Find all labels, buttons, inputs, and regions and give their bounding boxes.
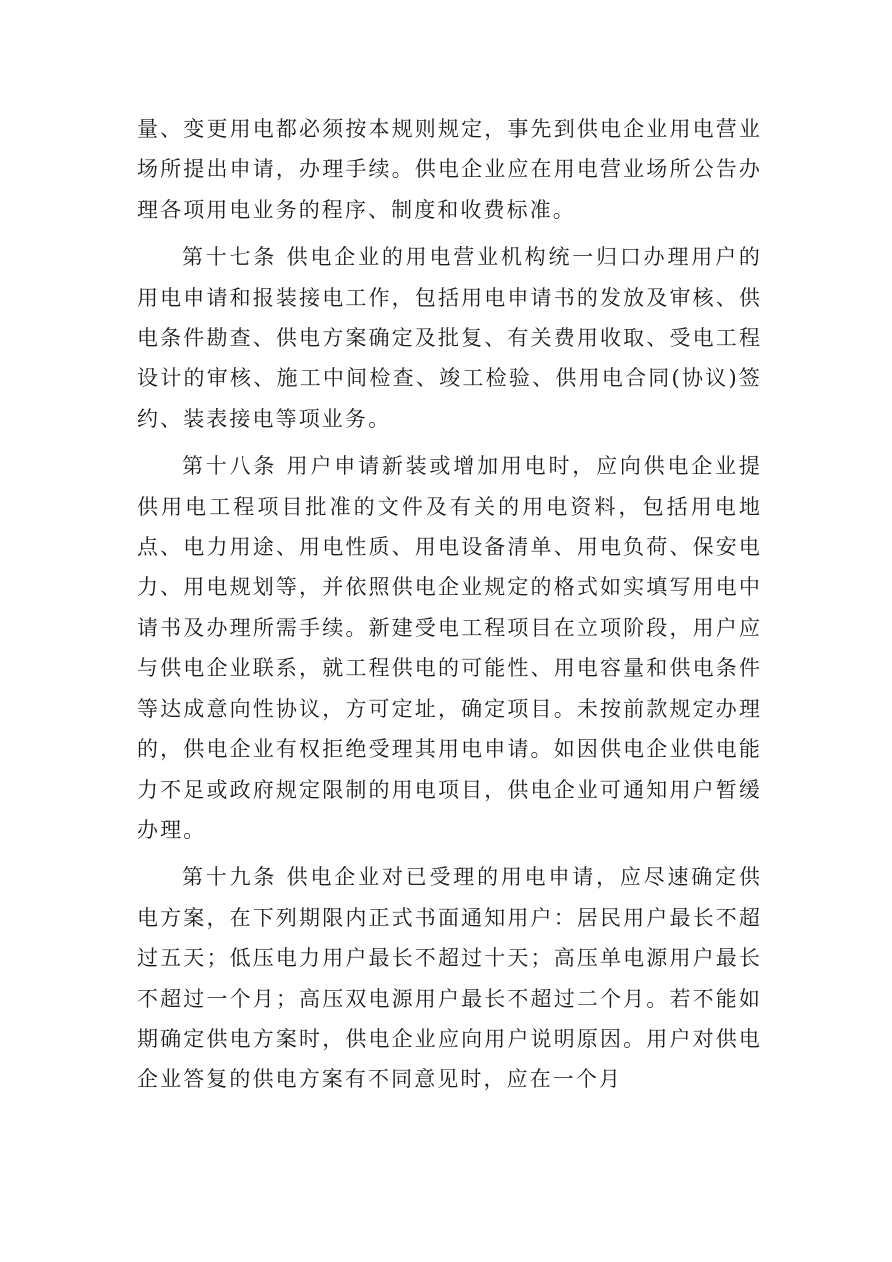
paragraph-article-19: 第十九条 供电企业对已受理的用电申请，应尽速确定供电方案，在下列期限内正式书面通知用户：居民用户最长不超过五天；低压电力用户最长不超过十天；高压单电源用户最长不超过一个月；高压双电源用户最长不超过二个月。若不能如期确定供电方案时，供电企业应向用户说明原因。用户对供电企业答复的供电方案有不同意见时，应在一个月 xyxy=(137,865,762,1092)
document-page xyxy=(137,109,762,1100)
paragraph-continuation: 量、变更用电都必须按本规则规定，事先到供电企业用电营业场所提出申请，办理手续。供电企业应在用电营业场所公告办理各项用电业务的程序、制度和收费标准。 xyxy=(137,117,762,222)
paragraph-article-17: 第十七条 供电企业的用电营业机构统一归口办理用户的用电申请和报装接电工作，包括用电申请书的发放及审核、供电条件勘查、供电方案确定及批复、有关费用收取、受电工程设计的审核、施工中间检查、竣工检验、供用电合同(协议)签约、装表接电等项业务。 xyxy=(137,245,762,431)
paragraph-article-18: 第十八条 用户申请新装或增加用电时，应向供电企业提供用电工程项目批准的文件及有关的用电资料，包括用电地点、电力用途、用电性质、用电设备清单、用电负荷、保安电力、用电规划等，并依照供电企业规定的格式如实填写用电中请书及办理所需手续。新建受电工程项目在立项阶段，用户应与供电企业联系，就工程供电的可能性、用电容量和供电条件等达成意向性协议，方可定址，确定项目。未按前款规定办理的，供电企业有权拒绝受理其用电申请。如因供电企业供电能力不足或政府规定限制的用电项目，供电企业可通知用户暂缓办理。 xyxy=(137,454,762,842)
